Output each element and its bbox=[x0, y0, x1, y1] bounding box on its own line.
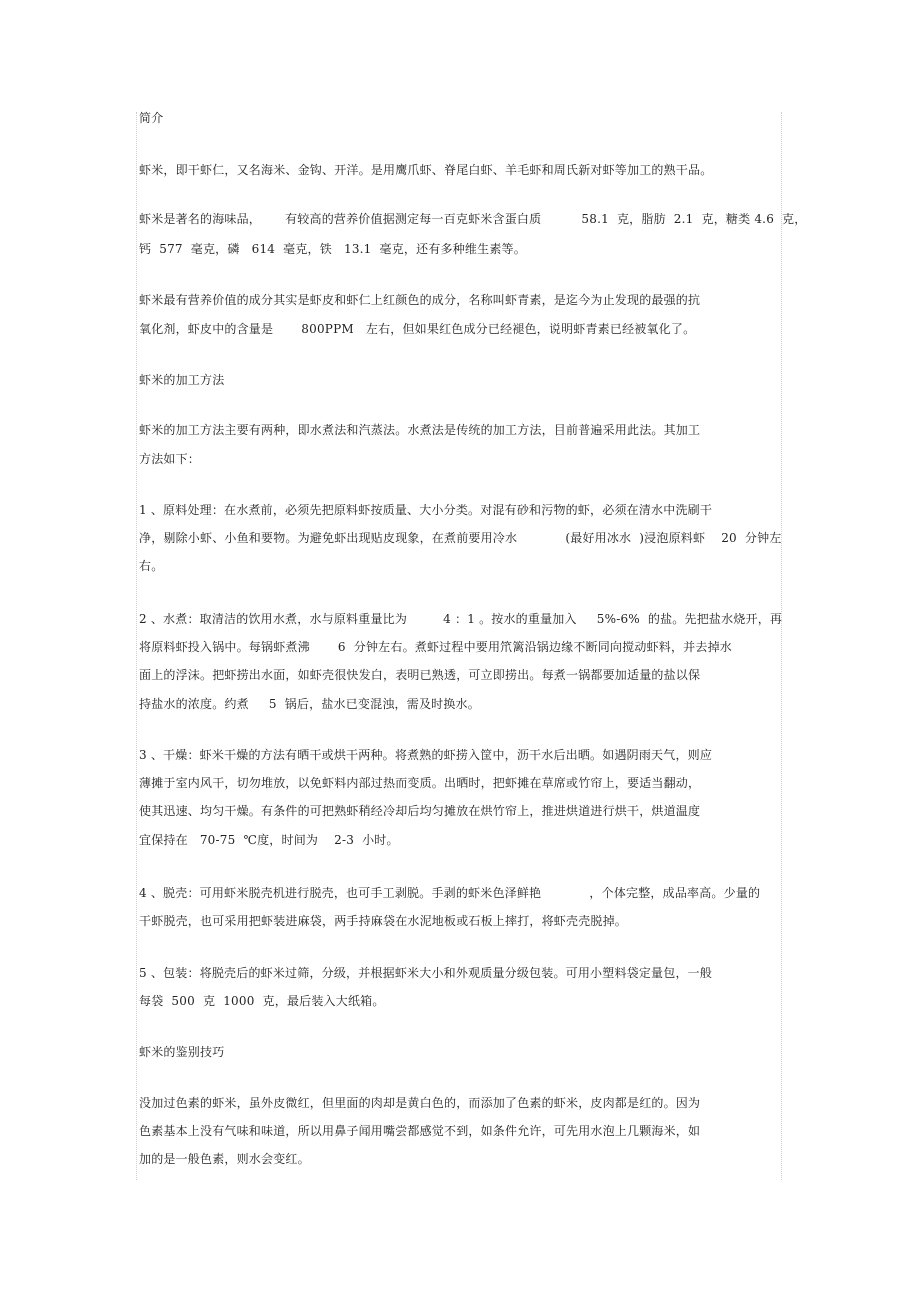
step-line: 5 、包装：将脱壳后的虾米过筛，分级，并根据虾米大小和外观质量分级包装。可用小塑料袋定量包，一般 bbox=[139, 966, 713, 980]
margin-guide-right bbox=[781, 112, 782, 1180]
section-heading-intro: 简介 bbox=[139, 111, 164, 125]
step-line: 干虾脱壳，也可采用把虾装进麻袋，两手持麻袋在水泥地板或石板上摔打，将虾壳壳脱掉。 bbox=[139, 914, 628, 928]
section-heading-processing: 虾米的加工方法 bbox=[139, 373, 225, 387]
step-line: 使其迅速、均匀干燥。有条件的可把熟虾稍经冷却后均匀摊放在烘竹帘上，推进烘道进行烘干，烘道温度 bbox=[139, 804, 701, 818]
step-line: 薄摊于室内风干，切勿堆放，以免虾料内部过热而变质。出晒时，把虾摊在草席或竹帘上，要适当翻动， bbox=[139, 776, 701, 790]
paragraph-line: 没加过色素的虾米，虽外皮微红，但里面的肉却是黄白色的，而添加了色素的虾米，皮肉都是红的。因为 bbox=[139, 1096, 701, 1110]
paragraph-line: 虾米是著名的海味品， 有较高的营养价值据测定每一百克虾米含蛋白质 58.1 克，脂肪 2.1 克，糖类 4.6 克， bbox=[139, 212, 807, 226]
paragraph-line: 虾米最有营养价值的成分其实是虾皮和虾仁上红颜色的成分，名称叫虾青素，是迄今为止发现的最强的抗 bbox=[139, 293, 701, 307]
step-line: 面上的浮沫。把虾捞出水面，如虾壳很快发白，表明已熟透，可立即捞出。每煮一锅都要加适量的盐以保 bbox=[139, 668, 701, 682]
paragraph-line: 钙 577 毫克，磷 614 毫克，铁 13.1 毫克，还有多种维生素等。 bbox=[139, 242, 526, 256]
paragraph-line: 加的是一般色素，则水会变红。 bbox=[139, 1152, 310, 1166]
margin-guide-left bbox=[136, 112, 137, 1180]
step-line: 每袋 500 克 1000 克，最后装入大纸箱。 bbox=[139, 994, 385, 1008]
section-heading-identification: 虾米的鉴别技巧 bbox=[139, 1045, 225, 1059]
step-line: 3 、干燥：虾米干燥的方法有晒干或烘干两种。将煮熟的虾捞入筐中，沥干水后出晒。如遇阴雨天气，则应 bbox=[139, 748, 713, 762]
step-line: 净，剔除小虾、小鱼和要物。为避免虾出现贴皮现象，在煮前要用冷水 (最好用冰水 )浸泡原料虾 20 分钟左 bbox=[139, 531, 782, 545]
paragraph-line: 色素基本上没有气味和味道，所以用鼻子闻用嘴尝都感觉不到，如条件允许，可先用水泡上几颗海米，如 bbox=[139, 1124, 701, 1138]
paragraph-line: 方法如下： bbox=[139, 452, 201, 466]
step-line: 持盐水的浓度。约煮 5 锅后，盐水已变混浊，需及时换水。 bbox=[139, 697, 480, 711]
step-line: 右。 bbox=[139, 559, 164, 573]
step-line: 2 、水煮：取清洁的饮用水煮，水与原料重量比为 4 ：1 。按水的重量加入 5%-6% 的盐。先把盐水烧开，再 bbox=[139, 612, 783, 626]
step-line: 1 、原料处理：在水煮前，必须先把原料虾按质量、大小分类。对混有砂和污物的虾，必须在清水中洗刷干 bbox=[139, 503, 713, 517]
paragraph-line: 虾米，即干虾仁，又名海米、金钩、开洋。是用鹰爪虾、脊尾白虾、羊毛虾和周氏新对虾等加工的熟干品。 bbox=[139, 163, 713, 177]
step-line: 4 、脱壳：可用虾米脱壳机进行脱壳，也可手工剥脱。手剥的虾米色泽鲜艳 ，个体完整，成品率高。少量的 bbox=[139, 886, 761, 900]
step-line: 宜保持在 70-75 ℃度，时间为 2-3 小时。 bbox=[139, 833, 399, 847]
paragraph-line: 氧化剂，虾皮中的含量是 800PPM 左右，但如果红色成分已经褪色，说明虾青素已经被氧化了。 bbox=[139, 322, 696, 336]
paragraph-line: 虾米的加工方法主要有两种，即水煮法和汽蒸法。水煮法是传统的加工方法，目前普遍采用此法。其加工 bbox=[139, 423, 701, 437]
step-line: 将原料虾投入锅中。每锅虾煮沸 6 分钟左右。煮虾过程中要用笊篱沿锅边缘不断同向搅动虾料，并去掉水 bbox=[139, 640, 732, 654]
